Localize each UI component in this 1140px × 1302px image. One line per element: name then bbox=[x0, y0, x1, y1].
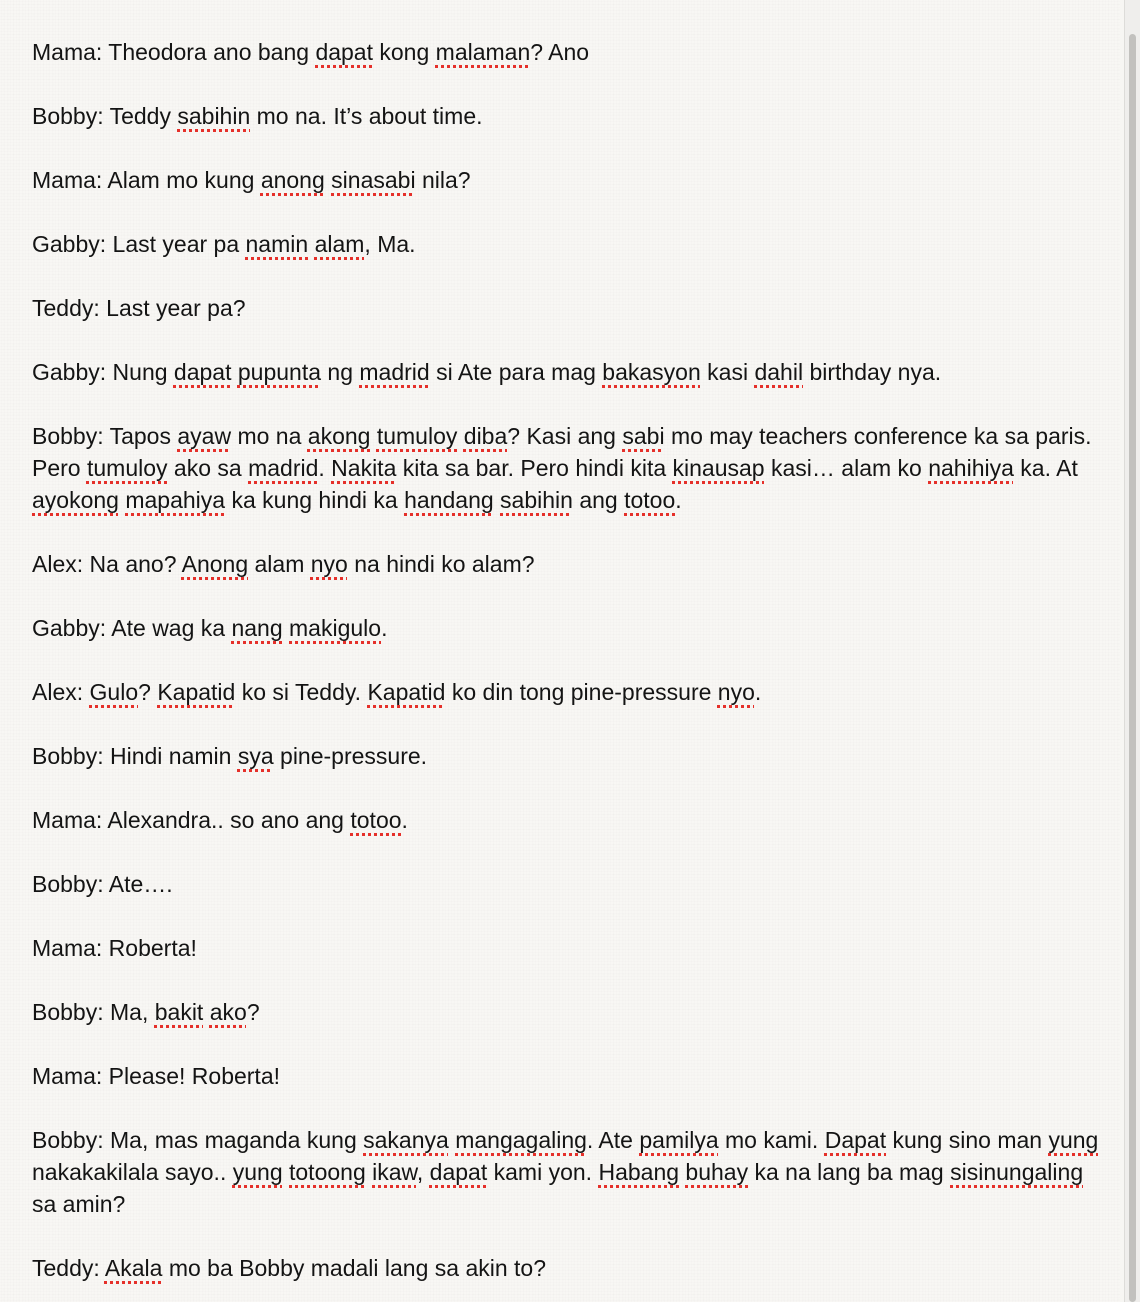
text-run: ang bbox=[572, 487, 625, 513]
scrollbar-thumb[interactable] bbox=[1129, 34, 1136, 1302]
text-run: , Ma. bbox=[364, 231, 416, 257]
misspelled-word: sabihin bbox=[500, 487, 573, 513]
dialogue-line bbox=[32, 996, 1100, 1028]
misspelled-word: sinasabi bbox=[331, 167, 416, 193]
text-run: kong bbox=[373, 39, 436, 65]
misspelled-word: madrid bbox=[359, 359, 430, 385]
misspelled-word: totoong bbox=[289, 1159, 366, 1185]
dialogue-line bbox=[32, 612, 1100, 644]
text-run: ng bbox=[321, 359, 360, 385]
dialogue-line bbox=[32, 100, 1100, 132]
text-run: Teddy: Last year pa? bbox=[32, 295, 246, 321]
text-run: mo na bbox=[231, 423, 308, 449]
misspelled-word: bakit bbox=[154, 999, 204, 1025]
dialogue-line bbox=[32, 676, 1100, 708]
text-run: ? bbox=[138, 679, 158, 705]
misspelled-word: sisinungaling bbox=[950, 1159, 1084, 1185]
text-run: Bobby: Tapos bbox=[32, 423, 178, 449]
misspelled-word: madrid bbox=[248, 455, 319, 481]
text-run: mo may teachers conference ka sa paris. Pero bbox=[32, 423, 1092, 481]
misspelled-word: Habang bbox=[598, 1159, 680, 1185]
text-run: Bobby: Ma, bbox=[32, 999, 155, 1025]
misspelled-word: dahil bbox=[754, 359, 804, 385]
vertical-scrollbar[interactable] bbox=[1124, 0, 1140, 1302]
text-run: , bbox=[416, 1159, 430, 1185]
text-run: Gabby: Last year pa bbox=[32, 231, 246, 257]
misspelled-word: malaman bbox=[435, 39, 531, 65]
misspelled-word: ikaw bbox=[372, 1159, 417, 1185]
misspelled-word: dapat bbox=[315, 39, 373, 65]
text-run: Bobby: Ate…. bbox=[32, 871, 173, 897]
text-run: ko din tong pine-pressure bbox=[445, 679, 718, 705]
misspelled-word: nahihiya bbox=[928, 455, 1014, 481]
misspelled-word: yung bbox=[232, 1159, 283, 1185]
misspelled-word: kinausap bbox=[672, 455, 765, 481]
misspelled-word: nyo bbox=[717, 679, 755, 705]
misspelled-word: sabihin bbox=[177, 103, 251, 129]
misspelled-word: akong bbox=[307, 423, 371, 449]
misspelled-word: totoo bbox=[350, 807, 402, 833]
dialogue-line bbox=[32, 1124, 1100, 1220]
misspelled-word: pamilya bbox=[639, 1127, 719, 1153]
text-run: nila? bbox=[415, 167, 471, 193]
misspelled-word: Dapat bbox=[824, 1127, 887, 1153]
text-run: Mama: Theodora ano bang bbox=[32, 39, 316, 65]
misspelled-word: tumuloy bbox=[86, 455, 168, 481]
text-run: mo na. It’s about time. bbox=[250, 103, 483, 129]
dialogue-line bbox=[32, 356, 1100, 388]
text-run: birthday nya. bbox=[803, 359, 942, 385]
text-run: kami yon. bbox=[487, 1159, 599, 1185]
text-run: ? Kasi ang bbox=[507, 423, 623, 449]
misspelled-word: bakasyon bbox=[602, 359, 701, 385]
text-run: . bbox=[381, 615, 388, 641]
text-run: . bbox=[401, 807, 408, 833]
text-run: na hindi ko alam? bbox=[347, 551, 535, 577]
misspelled-word: ako bbox=[209, 999, 247, 1025]
dialogue-line bbox=[32, 868, 1100, 900]
text-run: Bobby: Ma, mas maganda kung bbox=[32, 1127, 364, 1153]
misspelled-word: dapat bbox=[429, 1159, 488, 1185]
dialogue-line bbox=[32, 548, 1100, 580]
text-run: mo kami. bbox=[718, 1127, 825, 1153]
text-run: ko si Teddy. bbox=[235, 679, 368, 705]
misspelled-word: dapat bbox=[173, 359, 232, 385]
misspelled-word: totoo bbox=[624, 487, 676, 513]
text-run: Mama: Alam mo kung bbox=[32, 167, 261, 193]
text-run: Alex: bbox=[32, 679, 90, 705]
misspelled-word: Anong bbox=[181, 551, 249, 577]
text-run: ka kung hindi ka bbox=[225, 487, 405, 513]
misspelled-word: makigulo bbox=[289, 615, 382, 641]
dialogue-line bbox=[32, 36, 1100, 68]
text-run: Bobby: Teddy bbox=[32, 103, 178, 129]
text-run: si Ate para mag bbox=[429, 359, 603, 385]
text-run: alam bbox=[248, 551, 311, 577]
misspelled-word: diba bbox=[463, 423, 508, 449]
misspelled-word: nang bbox=[231, 615, 283, 641]
dialogue-line bbox=[32, 932, 1100, 964]
text-run: pine-pressure. bbox=[273, 743, 428, 769]
misspelled-word: anong bbox=[260, 167, 325, 193]
misspelled-word: handang bbox=[404, 487, 494, 513]
dialogue-line bbox=[32, 292, 1100, 324]
text-run: . bbox=[754, 679, 762, 705]
text-run: ? bbox=[246, 999, 260, 1025]
text-run: Gabby: Ate wag ka bbox=[32, 615, 232, 641]
misspelled-word: yung bbox=[1048, 1127, 1099, 1153]
text-run: sa amin? bbox=[32, 1191, 126, 1217]
misspelled-word: sakanya bbox=[363, 1127, 449, 1153]
text-run: . bbox=[675, 487, 682, 513]
misspelled-word: tumuloy bbox=[376, 423, 458, 449]
dialogue-line bbox=[32, 740, 1100, 772]
misspelled-word: namin bbox=[245, 231, 309, 257]
dialogue-line bbox=[32, 1252, 1100, 1284]
text-run: nakakakilala sayo.. bbox=[32, 1159, 233, 1185]
misspelled-word: Gulo bbox=[89, 679, 139, 705]
text-run: ka na lang ba mag bbox=[748, 1159, 951, 1185]
dialogue-line bbox=[32, 420, 1100, 516]
text-run: ka. At bbox=[1013, 455, 1078, 481]
misspelled-word: mangagaling bbox=[455, 1127, 587, 1153]
text-run: kung sino man bbox=[886, 1127, 1049, 1153]
text-run: ako sa bbox=[167, 455, 249, 481]
misspelled-word: sabi bbox=[622, 423, 665, 449]
misspelled-word: ayokong bbox=[32, 487, 119, 513]
misspelled-word: ayaw bbox=[177, 423, 232, 449]
text-run: Gabby: Nung bbox=[32, 359, 174, 385]
text-run: . Ate bbox=[586, 1127, 640, 1153]
text-run: Teddy: bbox=[32, 1255, 105, 1281]
misspelled-word: mapahiya bbox=[125, 487, 226, 513]
text-run: Bobby: Hindi namin bbox=[32, 743, 238, 769]
dialogue-line bbox=[32, 804, 1100, 836]
text-run: mo ba Bobby madali lang sa akin to? bbox=[162, 1255, 547, 1281]
dialogue-line bbox=[32, 164, 1100, 196]
misspelled-word: Kapatid bbox=[157, 679, 236, 705]
misspelled-word: Kapatid bbox=[367, 679, 446, 705]
misspelled-word: Nakita bbox=[331, 455, 397, 481]
text-run: Mama: Alexandra.. so ano ang bbox=[32, 807, 351, 833]
text-run: Mama: Roberta! bbox=[32, 935, 197, 961]
text-run: Alex: Na ano? bbox=[32, 551, 182, 577]
dialogue-line bbox=[32, 228, 1100, 260]
text-run: Mama: Please! Roberta! bbox=[32, 1063, 281, 1089]
misspelled-word: pupunta bbox=[237, 359, 322, 385]
dialogue-line bbox=[32, 1060, 1100, 1092]
text-run: kasi… alam ko bbox=[764, 455, 929, 481]
text-run: ? Ano bbox=[530, 39, 590, 65]
text-run: kita sa bar. Pero hindi kita bbox=[396, 455, 673, 481]
misspelled-word: nyo bbox=[310, 551, 348, 577]
text-run: kasi bbox=[700, 359, 755, 385]
dialogue-text[interactable] bbox=[32, 36, 1100, 1302]
text-run: . bbox=[318, 455, 332, 481]
misspelled-word: sya bbox=[237, 743, 274, 769]
misspelled-word: alam bbox=[314, 231, 365, 257]
misspelled-word: Akala bbox=[104, 1255, 163, 1281]
misspelled-word: buhay bbox=[685, 1159, 749, 1185]
